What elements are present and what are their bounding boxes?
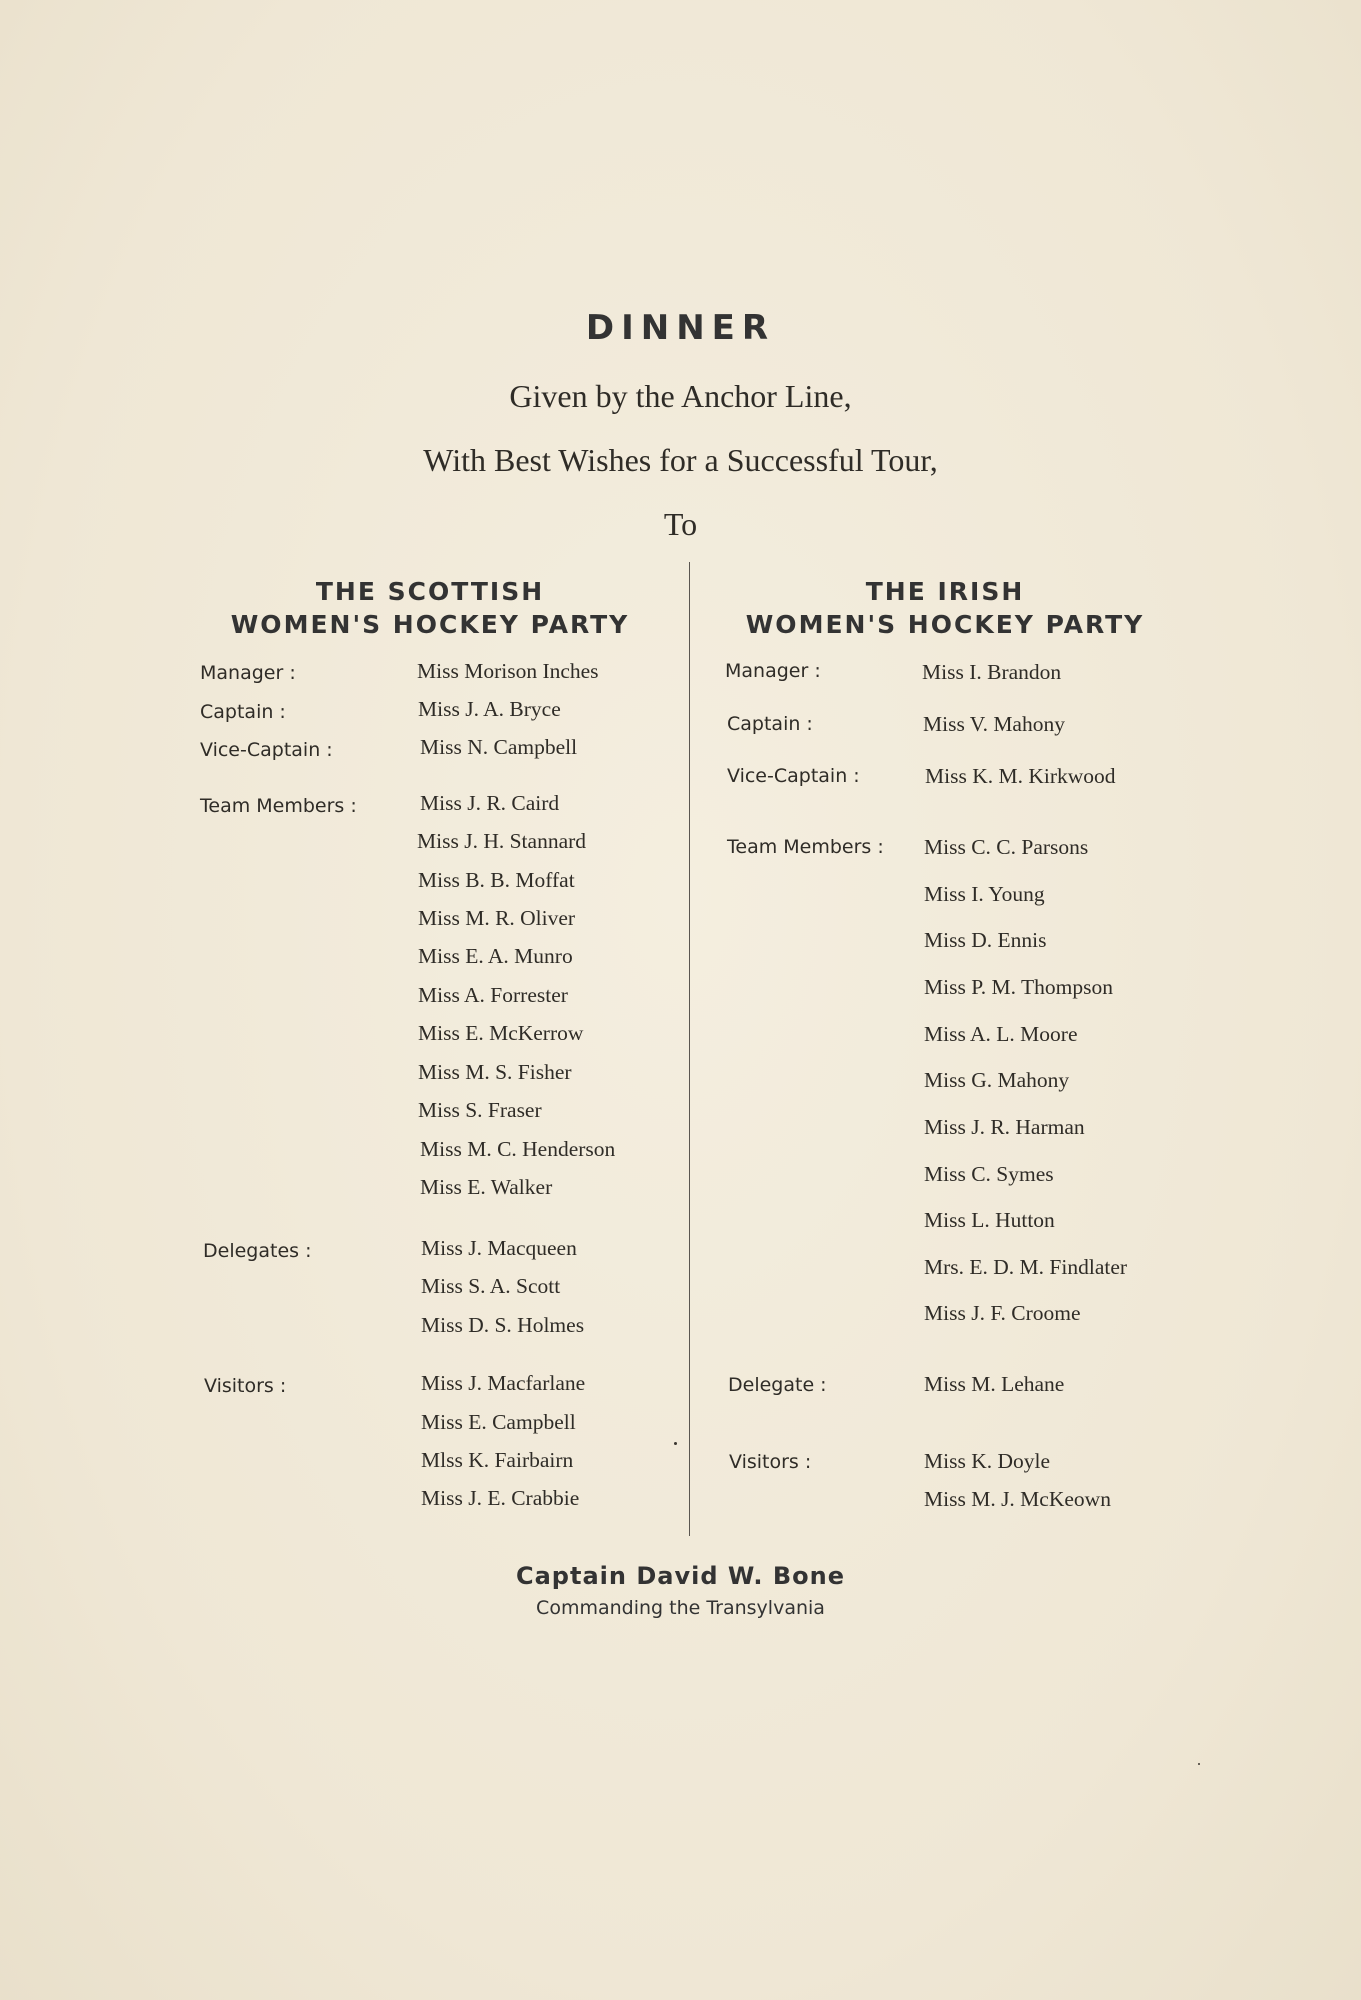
irish-manager-label: Manager : bbox=[725, 660, 821, 682]
irish-delegate-name: Miss M. Lehane bbox=[924, 1372, 1065, 1396]
irish-team-member: Miss D. Ennis bbox=[924, 928, 1047, 952]
irish-visitor: Miss M. J. McKeown bbox=[924, 1487, 1111, 1511]
irish-vice-captain-label: Vice-Captain : bbox=[727, 765, 860, 787]
scottish-team-member: Miss J. H. Stannard bbox=[417, 829, 587, 853]
irish-team-member: Miss L. Hutton bbox=[924, 1208, 1055, 1232]
irish-team-label: Team Members : bbox=[727, 836, 884, 858]
scottish-team-label: Team Members : bbox=[200, 795, 357, 817]
scottish-visitors-label: Visitors : bbox=[204, 1375, 287, 1397]
captain-command: Commanding the Transylvania bbox=[536, 1597, 825, 1619]
scottish-delegate: Miss D. S. Holmes bbox=[421, 1313, 585, 1337]
irish-team-member: Miss J. F. Croome bbox=[924, 1301, 1081, 1325]
captain-name: Captain David W. Bone bbox=[516, 1562, 845, 1590]
scottish-visitor: Miss E. Campbell bbox=[421, 1410, 576, 1434]
irish-team-member: Miss C. Symes bbox=[924, 1162, 1054, 1186]
irish-team-member: Miss J. R. Harman bbox=[924, 1115, 1085, 1139]
scottish-team-member: Miss B. B. Moffat bbox=[418, 868, 575, 892]
irish-team-member: Miss A. L. Moore bbox=[924, 1022, 1078, 1046]
irish-captain-name: Miss V. Mahony bbox=[923, 712, 1065, 736]
scottish-party-heading bbox=[180, 575, 680, 641]
given-by-line: Given by the Anchor Line, bbox=[509, 378, 852, 414]
scottish-vice-captain-label: Vice-Captain : bbox=[200, 739, 333, 761]
scottish-team-member: Miss E. McKerrow bbox=[418, 1021, 584, 1045]
irish-party-heading bbox=[700, 575, 1190, 641]
scottish-visitor: Miss J. Macfarlane bbox=[421, 1371, 586, 1395]
irish-team-member: Miss C. C. Parsons bbox=[924, 835, 1089, 859]
irish-heading-line1: THE IRISH bbox=[865, 577, 1025, 606]
scottish-captain-name: Miss J. A. Bryce bbox=[418, 697, 561, 721]
to-line: To bbox=[663, 506, 698, 542]
scottish-heading-line2: WOMEN'S HOCKEY PARTY bbox=[230, 610, 630, 639]
scottish-delegates-label: Delegates : bbox=[203, 1240, 312, 1262]
scottish-captain-label: Captain : bbox=[200, 701, 286, 723]
scottish-visitor: Mlss K. Fairbairn bbox=[421, 1448, 574, 1472]
scottish-team-member: Miss M. R. Oliver bbox=[418, 906, 576, 930]
irish-team-member: Miss G. Mahony bbox=[924, 1068, 1070, 1092]
irish-heading-line2: WOMEN'S HOCKEY PARTY bbox=[745, 610, 1145, 639]
best-wishes-line: With Best Wishes for a Successful Tour, bbox=[423, 442, 938, 478]
scottish-team-member: Miss M. C. Henderson bbox=[420, 1137, 616, 1161]
scottish-visitor: Miss J. E. Crabbie bbox=[421, 1486, 580, 1510]
irish-delegate-label: Delegate : bbox=[728, 1374, 827, 1396]
scottish-team-member: Miss E. Walker bbox=[420, 1175, 553, 1199]
scottish-heading-line1: THE SCOTTISH bbox=[315, 577, 545, 606]
irish-team-member: Mrs. E. D. M. Findlater bbox=[924, 1255, 1128, 1279]
irish-team-member: Miss I. Young bbox=[924, 882, 1045, 906]
scottish-manager-name: Miss Morison Inches bbox=[417, 659, 599, 683]
print-speck bbox=[1198, 1763, 1200, 1765]
scottish-delegate: Miss J. Macqueen bbox=[421, 1236, 577, 1260]
scottish-team-member: Miss J. R. Caird bbox=[420, 791, 560, 815]
irish-vice-captain-name: Miss K. M. Kirkwood bbox=[925, 764, 1116, 788]
scottish-manager-label: Manager : bbox=[200, 662, 296, 684]
dinner-title: DINNER bbox=[585, 308, 776, 348]
column-divider bbox=[689, 562, 690, 1536]
irish-visitor: Miss K. Doyle bbox=[924, 1449, 1051, 1473]
scottish-team-member: Miss E. A. Munro bbox=[418, 944, 573, 968]
irish-manager-name: Miss I. Brandon bbox=[922, 660, 1062, 684]
print-speck bbox=[674, 1442, 677, 1445]
scottish-team-member: Miss A. Forrester bbox=[418, 983, 568, 1007]
scottish-team-member: Miss S. Fraser bbox=[418, 1098, 542, 1122]
scottish-delegate: Miss S. A. Scott bbox=[421, 1274, 561, 1298]
irish-visitors-label: Visitors : bbox=[729, 1451, 812, 1473]
scottish-team-member: Miss M. S. Fisher bbox=[418, 1060, 572, 1084]
scottish-vice-captain-name: Miss N. Campbell bbox=[420, 735, 578, 759]
irish-captain-label: Captain : bbox=[727, 713, 813, 735]
irish-team-member: Miss P. M. Thompson bbox=[924, 975, 1113, 999]
